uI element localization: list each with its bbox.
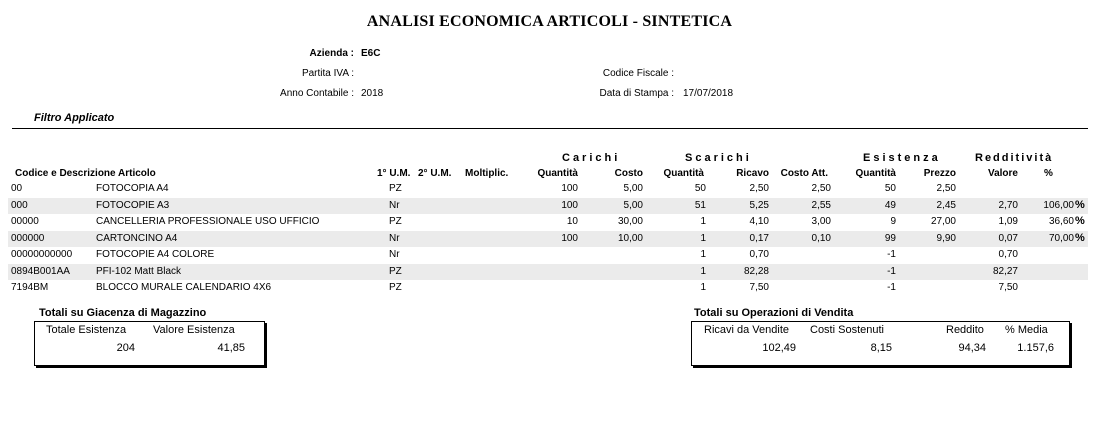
costi-sostenuti-value: 8,15 bbox=[870, 342, 892, 354]
cell-scarichi-quantita: 1 bbox=[700, 265, 706, 277]
cell-um1: PZ bbox=[389, 183, 402, 194]
cell-scarichi-ricavo: 5,25 bbox=[749, 199, 769, 211]
col-um2: 2° U.M. bbox=[418, 168, 452, 179]
cell-redditivita-valore: 0,07 bbox=[998, 232, 1018, 244]
totali-magazzino-title: Totali su Giacenza di Magazzino bbox=[39, 307, 207, 319]
cell-costo-att: 0,10 bbox=[811, 232, 831, 244]
percent-sign: % bbox=[1075, 231, 1085, 244]
group-scarichi: Scarichi bbox=[685, 152, 752, 164]
cell-scarichi-ricavo: 7,50 bbox=[749, 282, 769, 293]
table-row bbox=[8, 280, 1088, 296]
cell-carichi-costo: 5,00 bbox=[623, 183, 643, 194]
azienda-label: Azienda : bbox=[309, 48, 354, 59]
data-stampa-label: Data di Stampa : bbox=[599, 88, 674, 99]
valore-esistenza-value: 41,85 bbox=[217, 342, 245, 354]
header-divider bbox=[12, 128, 1088, 129]
cell-carichi-quantita: 10 bbox=[566, 216, 578, 227]
cell-redditivita-pct: 70,00 bbox=[1048, 232, 1074, 244]
group-esistenza: Esistenza bbox=[863, 152, 941, 164]
cell-description: BLOCCO MURALE CALENDARIO 4X6 bbox=[96, 282, 272, 293]
table-row bbox=[8, 247, 1088, 263]
col-costo-att: Costo Att. bbox=[780, 168, 828, 179]
col-scarichi-quantita: Quantità bbox=[663, 168, 704, 179]
cell-redditivita-valore: 1,09 bbox=[998, 216, 1018, 227]
totali-vendita-title: Totali su Operazioni di Vendita bbox=[694, 307, 854, 319]
col-esistenza-quantita: Quantità bbox=[855, 168, 896, 179]
table-row bbox=[8, 181, 1088, 197]
cell-carichi-costo: 5,00 bbox=[623, 199, 643, 211]
cell-carichi-costo: 30,00 bbox=[617, 216, 643, 227]
table-row bbox=[8, 231, 1088, 247]
col-esistenza-prezzo: Prezzo bbox=[923, 168, 956, 179]
cell-code: 00 bbox=[11, 183, 23, 194]
cell-description: PFI-102 Matt Black bbox=[96, 265, 182, 277]
totali-vendita-box bbox=[691, 321, 1070, 366]
cell-carichi-quantita: 100 bbox=[561, 199, 578, 211]
media-label: % Media bbox=[1005, 324, 1048, 336]
cell-scarichi-quantita: 1 bbox=[700, 216, 706, 227]
percent-sign: % bbox=[1075, 198, 1085, 211]
cell-costo-att: 2,50 bbox=[811, 183, 831, 194]
cell-costo-att: 3,00 bbox=[811, 216, 831, 227]
valore-esistenza-label: Valore Esistenza bbox=[153, 324, 235, 336]
cell-scarichi-quantita: 1 bbox=[700, 282, 706, 293]
cell-scarichi-ricavo: 0,70 bbox=[749, 249, 769, 260]
cell-esistenza-prezzo: 2,45 bbox=[936, 199, 956, 211]
totali-magazzino-box bbox=[34, 321, 265, 366]
cell-carichi-costo: 10,00 bbox=[617, 232, 643, 244]
cell-carichi-quantita: 100 bbox=[561, 183, 578, 194]
cell-scarichi-quantita: 51 bbox=[694, 199, 706, 211]
cell-redditivita-valore: 0,70 bbox=[998, 249, 1018, 260]
cell-esistenza-quantita: 99 bbox=[884, 232, 896, 244]
cell-redditivita-valore: 7,50 bbox=[998, 282, 1018, 293]
cell-description: CANCELLERIA PROFESSIONALE USO UFFICIO bbox=[96, 216, 320, 227]
cell-scarichi-ricavo: 4,10 bbox=[749, 216, 769, 227]
cell-esistenza-quantita: -1 bbox=[887, 249, 896, 260]
ricavi-vendite-label: Ricavi da Vendite bbox=[704, 324, 789, 336]
anno-contabile-label: Anno Contabile : bbox=[280, 88, 354, 99]
cell-description: FOTOCOPIE A3 bbox=[96, 199, 170, 211]
cell-carichi-quantita: 100 bbox=[561, 232, 578, 244]
cell-scarichi-ricavo: 2,50 bbox=[749, 183, 769, 194]
cell-esistenza-quantita: -1 bbox=[887, 282, 896, 293]
col-carichi-quantita: Quantità bbox=[537, 168, 578, 179]
cell-scarichi-ricavo: 82,28 bbox=[743, 265, 769, 277]
report-title: ANALISI ECONOMICA ARTICOLI - SINTETICA bbox=[366, 13, 733, 30]
cell-code: 000000 bbox=[11, 232, 45, 244]
codice-fiscale-label: Codice Fiscale : bbox=[602, 68, 674, 79]
col-moltiplic: Moltiplic. bbox=[465, 168, 509, 179]
group-carichi: Carichi bbox=[562, 152, 621, 164]
cell-scarichi-quantita: 50 bbox=[694, 183, 706, 194]
cell-um1: PZ bbox=[389, 216, 402, 227]
data-stampa-value: 17/07/2018 bbox=[683, 88, 734, 99]
cell-um1: Nr bbox=[389, 199, 400, 211]
cell-esistenza-quantita: -1 bbox=[887, 265, 896, 277]
cell-redditivita-pct: 106,00 bbox=[1043, 199, 1074, 211]
col-codice: Codice e Descrizione Articolo bbox=[15, 168, 156, 179]
cell-description: CARTONCINO A4 bbox=[96, 232, 178, 244]
cell-code: 00000 bbox=[11, 216, 39, 227]
table-row bbox=[8, 264, 1088, 280]
cell-esistenza-quantita: 49 bbox=[884, 199, 896, 211]
cell-um1: Nr bbox=[389, 249, 400, 260]
cell-esistenza-quantita: 50 bbox=[884, 183, 896, 194]
cell-scarichi-ricavo: 0,17 bbox=[749, 232, 769, 244]
col-carichi-costo: Costo bbox=[614, 168, 643, 179]
anno-contabile-value: 2018 bbox=[361, 88, 384, 99]
group-redditivita: Redditività bbox=[975, 152, 1054, 164]
totale-esistenza-value: 204 bbox=[116, 342, 135, 354]
cell-costo-att: 2,55 bbox=[811, 199, 831, 211]
cell-redditivita-valore: 82,27 bbox=[992, 265, 1018, 277]
cell-scarichi-quantita: 1 bbox=[700, 232, 706, 244]
media-value: 1.157,6 bbox=[1017, 342, 1054, 354]
col-um1: 1° U.M. bbox=[377, 168, 411, 179]
table-row bbox=[8, 214, 1088, 230]
cell-esistenza-prezzo: 9,90 bbox=[936, 232, 956, 244]
cell-code: 7194BM bbox=[11, 282, 49, 293]
cell-description: FOTOCOPIA A4 bbox=[96, 183, 169, 194]
filtro-applicato-label: Filtro Applicato bbox=[34, 112, 115, 124]
table-row bbox=[8, 198, 1088, 214]
costi-sostenuti-label: Costi Sostenuti bbox=[810, 324, 884, 336]
cell-esistenza-prezzo: 27,00 bbox=[930, 216, 956, 227]
col-redditivita-valore: Valore bbox=[987, 168, 1018, 179]
cell-um1: PZ bbox=[389, 282, 402, 293]
ricavi-vendite-value: 102,49 bbox=[762, 342, 796, 354]
cell-scarichi-quantita: 1 bbox=[700, 249, 706, 260]
cell-um1: Nr bbox=[389, 232, 400, 244]
cell-um1: PZ bbox=[389, 265, 402, 277]
percent-sign: % bbox=[1075, 215, 1085, 227]
cell-code: 000 bbox=[11, 199, 28, 211]
totale-esistenza-label: Totale Esistenza bbox=[46, 324, 127, 336]
reddito-value: 94,34 bbox=[958, 342, 986, 354]
cell-code: 00000000000 bbox=[11, 249, 73, 260]
cell-code: 0894B001AA bbox=[11, 265, 70, 277]
cell-redditivita-pct: 36,60 bbox=[1048, 216, 1074, 227]
col-redditivita-pct: % bbox=[1044, 168, 1053, 179]
partita-iva-label: Partita IVA : bbox=[301, 68, 354, 79]
reddito-label: Reddito bbox=[946, 324, 984, 336]
col-scarichi-ricavo: Ricavo bbox=[736, 168, 769, 179]
cell-esistenza-quantita: 9 bbox=[890, 216, 896, 227]
azienda-value: E6C bbox=[361, 48, 381, 59]
cell-redditivita-valore: 2,70 bbox=[998, 199, 1018, 211]
cell-esistenza-prezzo: 2,50 bbox=[936, 183, 956, 194]
cell-description: FOTOCOPIE A4 COLORE bbox=[96, 249, 215, 260]
